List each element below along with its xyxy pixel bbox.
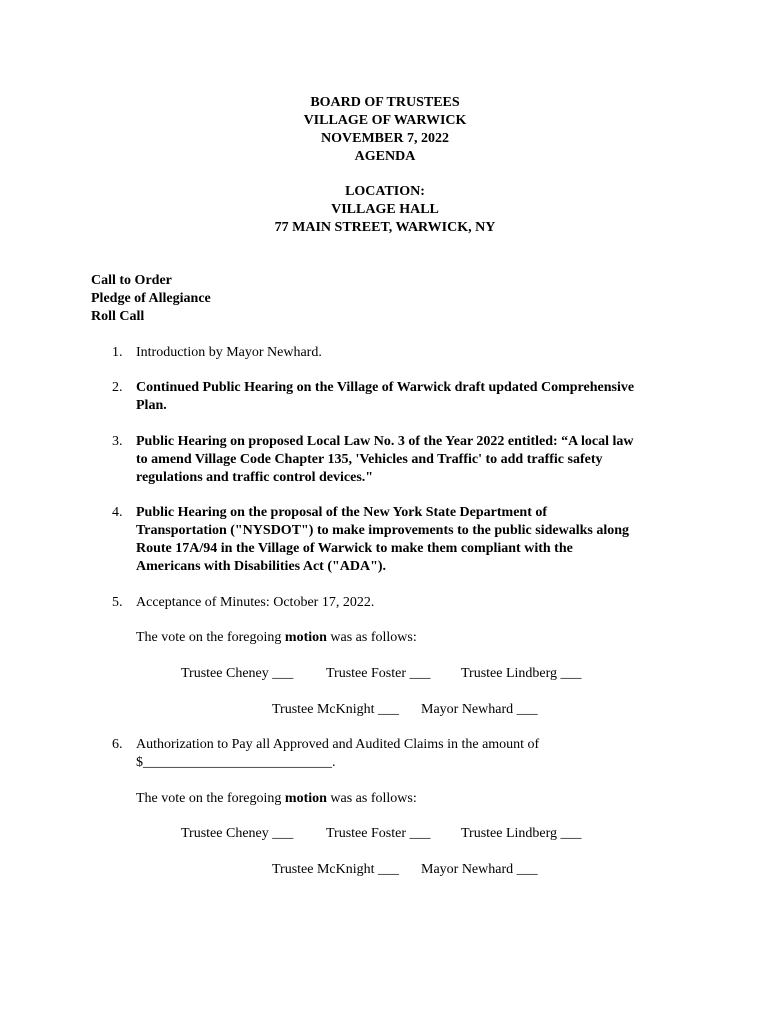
item-text xyxy=(136,433,696,487)
vote-emphasis: motion xyxy=(284,630,327,645)
location-name: VILLAGE HALL xyxy=(331,202,439,217)
header-agenda-label: AGENDA xyxy=(354,149,416,164)
item-number: 1. xyxy=(112,345,123,360)
item-number: 6. xyxy=(112,737,123,752)
vote-statement xyxy=(136,629,417,647)
vote-mayor-newhard: Mayor Newhard ___ xyxy=(421,862,538,877)
item-line: regulations and traffic control devices." xyxy=(136,470,374,485)
vote-statement xyxy=(136,790,417,808)
opening-items xyxy=(91,272,211,326)
item-line: Transportation ("NYSDOT") to make improvements to the public sidewalks along xyxy=(136,523,629,538)
item-text xyxy=(136,504,696,576)
item-line: to amend Village Code Chapter 135, 'Vehicles and Traffic' to add traffic safety xyxy=(136,452,603,467)
item-text xyxy=(136,344,696,362)
item-line: $___________________________. xyxy=(136,755,336,770)
item-line: Plan. xyxy=(136,398,167,413)
item-line: Public Hearing on the proposal of the New York State Department of xyxy=(136,505,548,520)
vote-trustee-mcknight: Trustee McKnight ___ xyxy=(272,702,400,717)
header-meeting-date: NOVEMBER 7, 2022 xyxy=(321,131,449,146)
vote-trustee-foster: Trustee Foster ___ xyxy=(326,826,431,841)
vote-trustee-cheney: Trustee Cheney ___ xyxy=(181,826,294,841)
vote-prefix: The vote on the foregoing xyxy=(136,630,285,645)
vote-mayor-newhard: Mayor Newhard ___ xyxy=(421,702,538,717)
header-board-title: BOARD OF TRUSTEES xyxy=(310,95,460,110)
item-number: 3. xyxy=(112,434,123,449)
location-address: 77 MAIN STREET, WARWICK, NY xyxy=(274,220,496,235)
pledge-of-allegiance: Pledge of Allegiance xyxy=(91,291,211,306)
vote-trustee-lindberg: Trustee Lindberg ___ xyxy=(461,666,582,681)
item-line: Authorization to Pay all Approved and Audited Claims in the amount of xyxy=(136,737,540,752)
item-number: 4. xyxy=(112,505,123,520)
vote-trustee-lindberg: Trustee Lindberg ___ xyxy=(461,826,582,841)
roll-call: Roll Call xyxy=(91,309,145,324)
call-to-order: Call to Order xyxy=(91,273,172,288)
item-line: Continued Public Hearing on the Village of Warwick draft updated Comprehensive xyxy=(136,380,635,395)
item-text xyxy=(136,736,696,772)
item-text xyxy=(136,379,696,415)
vote-trustee-mcknight: Trustee McKnight ___ xyxy=(272,862,400,877)
item-number: 5. xyxy=(112,595,123,610)
item-text xyxy=(136,594,696,612)
vote-prefix: The vote on the foregoing xyxy=(136,791,285,806)
item-line: Public Hearing on proposed Local Law No. 3 of the Year 2022 entitled: “A local law xyxy=(136,434,634,449)
vote-trustee-foster: Trustee Foster ___ xyxy=(326,666,431,681)
item-line: Introduction by Mayor Newhard. xyxy=(136,345,322,360)
vote-suffix: was as follows: xyxy=(326,791,417,806)
item-line: Acceptance of Minutes: October 17, 2022. xyxy=(136,595,375,610)
item-number: 2. xyxy=(112,380,123,395)
agenda-header xyxy=(0,94,770,237)
vote-suffix: was as follows: xyxy=(326,630,417,645)
item-line: Americans with Disabilities Act ("ADA"). xyxy=(136,559,387,574)
header-village-name: VILLAGE OF WARWICK xyxy=(303,113,467,128)
vote-trustee-cheney: Trustee Cheney ___ xyxy=(181,666,294,681)
location-label: LOCATION: xyxy=(345,184,425,199)
item-line: Route 17A/94 in the Village of Warwick to make them compliant with the xyxy=(136,541,573,556)
vote-emphasis: motion xyxy=(284,791,327,806)
